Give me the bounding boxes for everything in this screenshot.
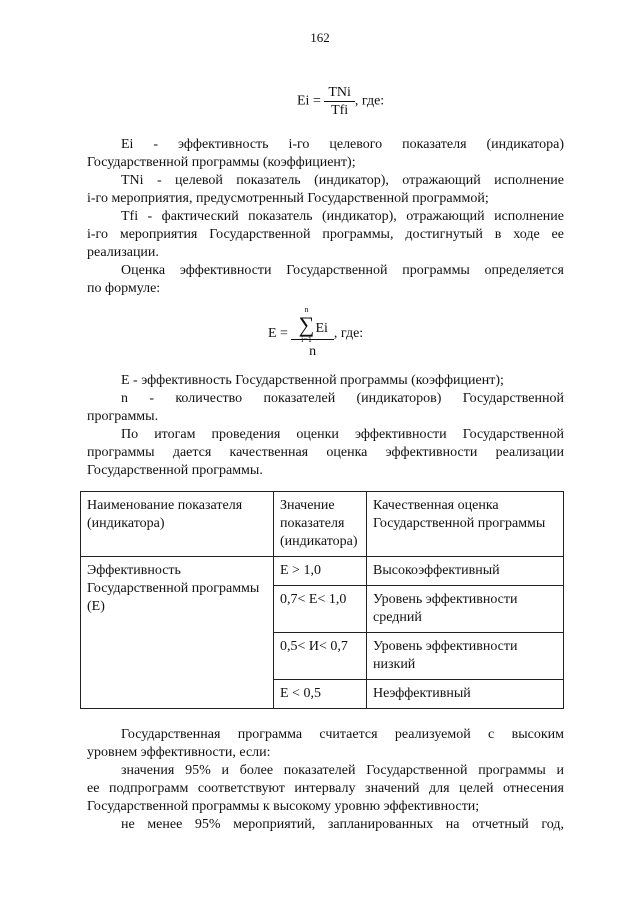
rating-cell: Неэффективный <box>367 680 564 709</box>
table-header-cell: Качественная оценка Государственной программы <box>367 492 564 557</box>
para-closing-6: не менее 95% мероприятий, запланированных на отчетный год, <box>121 817 564 832</box>
rating-cell: Уровень эффективности низкий <box>367 633 564 680</box>
table-header-cell: Значение показателя (индикатора) <box>274 492 367 557</box>
para-eval-2: по формуле: <box>87 281 161 296</box>
fraction-denominator: Tfi <box>331 103 349 118</box>
para-tfi-def-3: реализации. <box>87 245 159 260</box>
value-cell: 0,7< E< 1,0 <box>274 586 367 633</box>
para-closing-3: значения 95% и более показателей Государственной программы и <box>121 763 564 778</box>
para-tfi-def-1: Tfi - фактический показатель (индикатор), отражающий исполнение <box>121 209 564 224</box>
formula-lhs: Ei = <box>297 93 321 109</box>
fraction <box>324 84 355 119</box>
fraction-numerator: TNi <box>324 84 355 102</box>
value-cell: E < 0,5 <box>274 680 367 709</box>
para-e-def: E - эффективность Государственной программы (коэффициент); <box>121 373 504 388</box>
table-header-cell: Наименование показателя (индикатора) <box>81 492 274 557</box>
sum-upper-limit: n <box>304 305 309 314</box>
para-eval-1: Оценка эффективности Государственной программы определяется <box>121 263 564 278</box>
fraction-denominator: n <box>309 344 317 359</box>
para-tni-def-1: TNi - целевой показатель (индикатор), отражающий исполнение <box>121 173 564 188</box>
efficiency-table <box>80 491 564 709</box>
para-results-1: По итогам проведения оценки эффективности Государственной <box>121 427 564 442</box>
sigma-symbol: ∑ <box>298 312 315 337</box>
formula-suffix: , где: <box>354 93 385 109</box>
formula-suffix: , где: <box>333 326 364 342</box>
para-tni-def-2: i-го мероприятия, предусмотренный Государственной программой; <box>87 191 489 206</box>
formula-ei <box>297 84 384 119</box>
sum-lower-limit: i=1 <box>301 335 312 344</box>
indicator-name-cell: Эффективность Государственной программы (E) <box>81 557 274 709</box>
para-results-3: Государственной программы. <box>87 463 263 478</box>
para-closing-5: Государственной программы к высокому уровню эффективности; <box>87 799 480 814</box>
para-closing-1: Государственная программа считается реализуемой с высоким <box>121 727 564 742</box>
rating-cell: Высокоэффективный <box>367 557 564 586</box>
para-closing-4: ее подпрограмм соответствуют интервалу значений для целей отнесения <box>87 781 564 796</box>
table-header-row <box>81 492 564 557</box>
para-results-2: программы дается качественная оценка эффективности реализации <box>87 445 564 460</box>
value-cell: E > 1,0 <box>274 557 367 586</box>
fraction <box>291 305 333 360</box>
para-tfi-def-2: i-го мероприятия Государственной программы, достигнутый в ходе ее <box>87 227 564 242</box>
page-number: 162 <box>310 30 330 45</box>
value-cell: 0,5< И< 0,7 <box>274 633 367 680</box>
formula-lhs: E = <box>268 326 288 342</box>
rating-cell: Уровень эффективности средний <box>367 586 564 633</box>
sum-term: Ei <box>315 321 328 336</box>
para-closing-2: уровнем эффективности, если: <box>87 745 271 760</box>
formula-e <box>268 305 364 360</box>
para-n-def-2: программы. <box>87 409 159 424</box>
para-ei-def-2: Государственной программы (коэффициент); <box>87 155 356 170</box>
table-row <box>81 557 564 586</box>
sum-operator <box>297 305 315 344</box>
para-n-def-1: n - количество показателей (индикаторов) Государственной <box>121 391 564 406</box>
fraction-numerator <box>291 305 333 344</box>
para-ei-def-1: Ei - эффективность i-го целевого показателя (индикатора) <box>121 137 564 152</box>
